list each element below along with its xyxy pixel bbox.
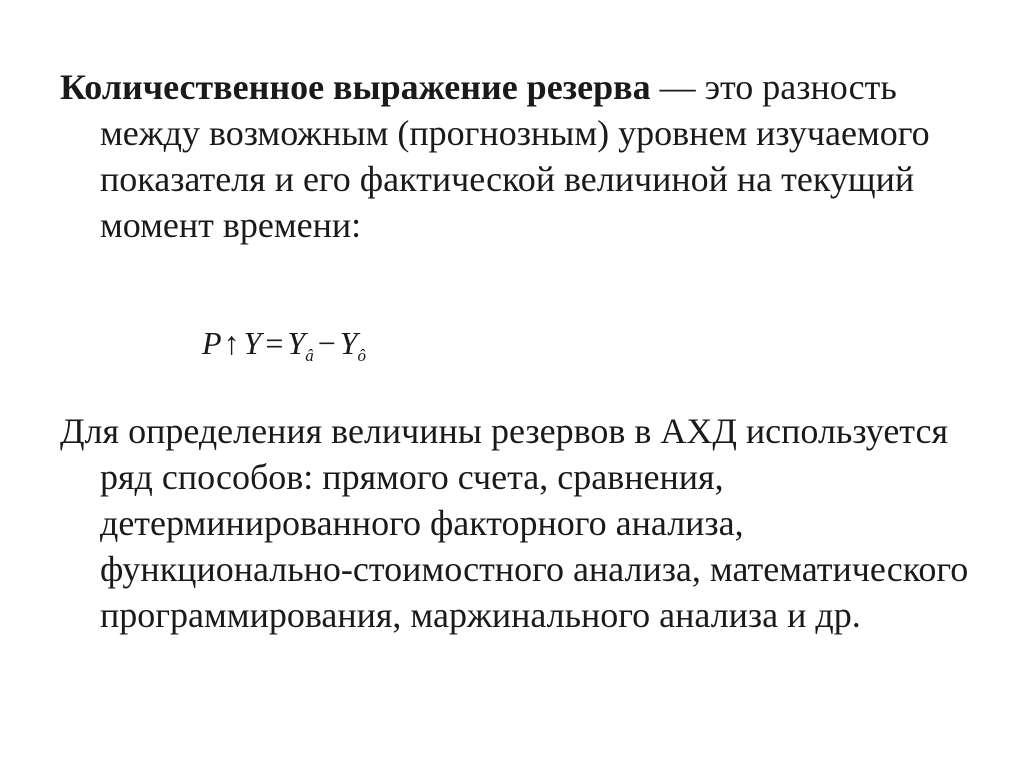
formula-y: Y xyxy=(243,325,262,361)
formula-equals: = xyxy=(265,325,284,361)
formula-sub-actual: ô xyxy=(357,346,367,365)
formula-y-possible: Y xyxy=(287,325,306,361)
definition-paragraph xyxy=(60,64,1000,248)
definition-text: — это разность между возможным (прогнозным) уровнем изучаемого показателя и его фактической величиной на текущий момент времени: xyxy=(100,67,930,245)
formula-sub-possible: â xyxy=(305,346,314,365)
defined-term: Количественное выражение резерва xyxy=(60,67,651,107)
methods-paragraph: Для определения величины резервов в АХД используется ряд способов: прямого счета, сравнения, детерминированного факторного анализа, функционально-стоимостного анализа, математического программирования, маржинального анализа и др. xyxy=(60,411,969,635)
formula-arrow: ↑ xyxy=(223,325,240,361)
formula-minus: − xyxy=(317,325,336,361)
formula-p: P xyxy=(202,325,222,361)
reserve-formula xyxy=(202,318,366,381)
formula-y-actual: Y xyxy=(339,325,358,361)
